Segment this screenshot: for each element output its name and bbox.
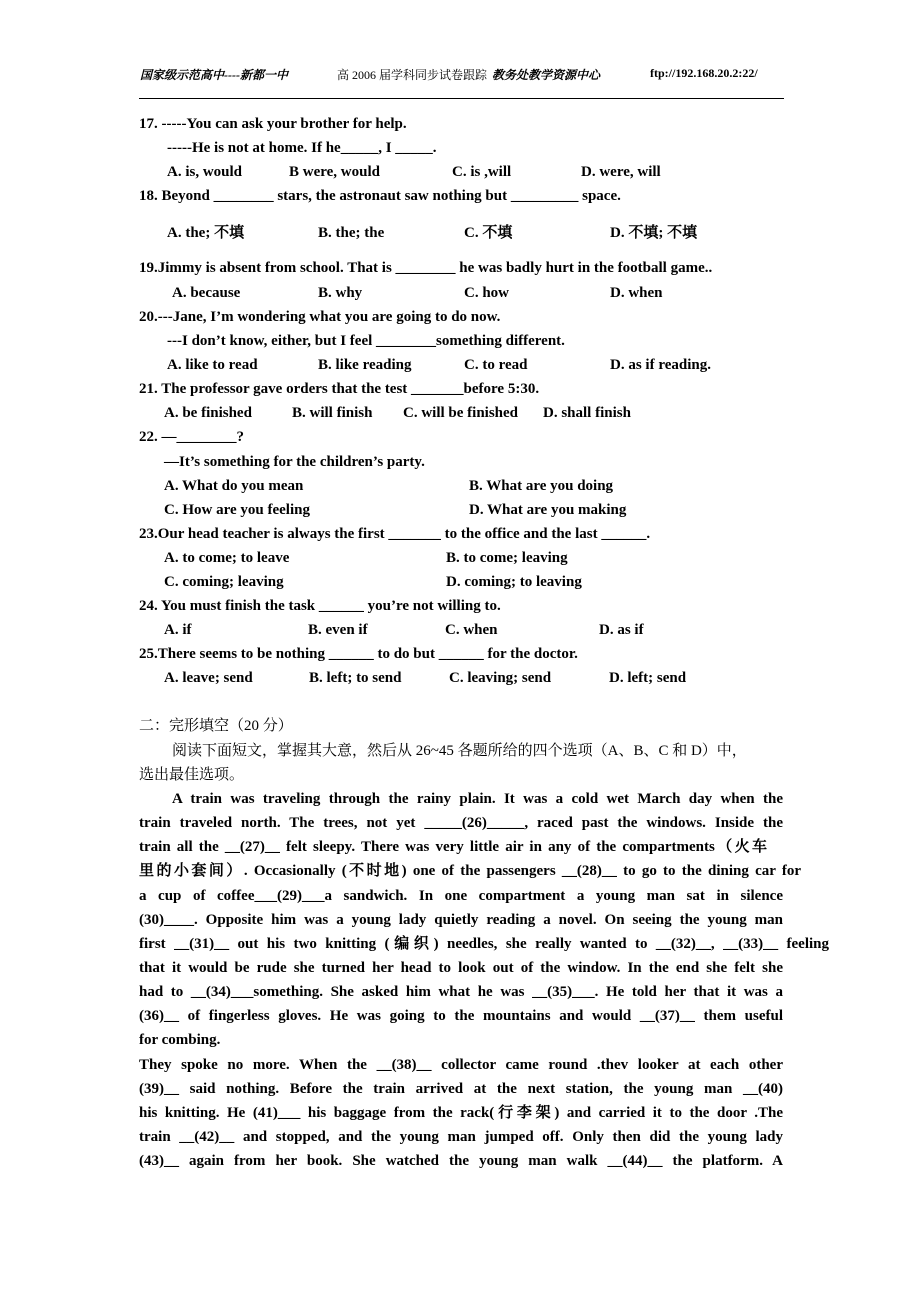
passage-line: for combing. xyxy=(139,1032,221,1048)
q24-stem: 24. You must finish the task ______ you’re not willing to. xyxy=(139,598,501,614)
passage-line: A train was traveling through the rainy plain. It was a cold wet March day when the xyxy=(172,791,783,807)
q22-option-a: A. What do you mean xyxy=(164,478,304,494)
q18-option-c: C. 不填 xyxy=(464,225,513,241)
q25-option-a: A. leave; send xyxy=(164,670,253,686)
q19-stem: 19.Jimmy is absent from school. That is ________ he was badly hurt in the football game.. xyxy=(139,260,713,276)
header-exam: 高 2006 届学科同步试卷跟踪 xyxy=(337,68,488,82)
q20-option-b: B. like reading xyxy=(318,357,412,373)
section2-title: 二：完形填空（20 分） xyxy=(139,718,293,734)
passage-line: train traveled north. The trees, not yet _____(26)_____, raced past the windows. Inside the xyxy=(139,815,783,831)
passage-line: (39)__ said nothing. Before the train arrived at the next station, the young man __(40) xyxy=(139,1081,783,1097)
q18-option-a: A. the; 不填 xyxy=(167,225,245,241)
q23-stem: 23.Our head teacher is always the first _______ to the office and the last ______. xyxy=(139,526,651,542)
q21-option-d: D. shall finish xyxy=(543,405,631,421)
q21-option-a: A. be finished xyxy=(164,405,252,421)
q23-option-b: B. to come; leaving xyxy=(446,550,568,566)
q23-option-a: A. to come; to leave xyxy=(164,550,290,566)
q24-option-c: C. when xyxy=(445,622,498,638)
q18-option-b: B. the; the xyxy=(318,225,385,241)
section2-instruction-1: 阅读下面短文，掌握其大意，然后从 26~45 各题所给的四个选项（A、B、C 和 D）中， xyxy=(172,743,747,759)
passage-line: train all the __(27)__ felt sleepy. There was very little air in any of the compartments（火车 xyxy=(139,839,767,855)
passage-line: (30)____. Opposite him was a young lady quietly reading a novel. On seeing the young man xyxy=(139,912,783,928)
q21-option-b: B. will finish xyxy=(292,405,373,421)
q18-option-d: D. 不填; 不填 xyxy=(610,225,698,241)
passage-line: a cup of coffee___(29)___a sandwich. In one compartment a young man sat in silence xyxy=(139,888,783,904)
passage-line: (43)__ again from her book. She watched the young man walk __(44)__ the platform. A xyxy=(139,1153,783,1169)
q24-option-a: A. if xyxy=(164,622,192,638)
q24-option-b: B. even if xyxy=(308,622,368,638)
q25-option-c: C. leaving; send xyxy=(449,670,552,686)
passage-line: his knitting. He (41)___ his baggage from the rack(行李架) and carried it to the door .The xyxy=(139,1105,783,1121)
q18-stem: 18. Beyond ________ stars, the astronaut saw nothing but _________ space. xyxy=(139,188,621,204)
q25-option-d: D. left; send xyxy=(609,670,687,686)
q24-option-d: D. as if xyxy=(599,622,644,638)
q22-stem: 22. —________? xyxy=(139,429,244,445)
q19-option-c: C. how xyxy=(464,285,510,301)
passage-line: had to __(34)___something. She asked him what he was __(35)___. He told her that it was a xyxy=(139,984,783,1000)
passage-line: 里的小套间）. Occasionally (不时地) one of the passengers __(28)__ to go to the dining car for xyxy=(139,863,801,879)
q21-stem: 21. The professor gave orders that the test _______before 5:30. xyxy=(139,381,540,397)
q22-stem2: —It’s something for the children’s party. xyxy=(164,454,425,470)
passage-line: They spoke no more. When the __(38)__ collector came round .thev looker at each other xyxy=(139,1057,783,1073)
q19-option-b: B. why xyxy=(318,285,363,301)
q17-stem2: -----He is not at home. If he_____, I _____. xyxy=(167,140,437,156)
q17-option-d: D. were, will xyxy=(581,164,661,180)
q19-option-d: D. when xyxy=(610,285,663,301)
passage-line: train __(42)__ and stopped, and the young man jumped off. Only then did the young lady xyxy=(139,1129,783,1145)
q17-stem: 17. -----You can ask your brother for help. xyxy=(139,116,407,132)
q17-option-b: B were, would xyxy=(289,164,380,180)
header-ftp: ftp://192.168.20.2:22/ xyxy=(650,66,758,80)
q25-option-b: B. left; to send xyxy=(309,670,402,686)
passage-line: first __(31)__ out his two knitting (编织) needles, she really wanted to __(32)__, __(33)__ feeling xyxy=(139,936,829,952)
q23-option-c: C. coming; leaving xyxy=(164,574,284,590)
header-center: 教务处教学资源中心 xyxy=(492,68,601,82)
section2-instruction-2: 选出最佳选项。 xyxy=(139,767,245,783)
q19-option-a: A. because xyxy=(172,285,241,301)
q22-option-c: C. How are you feeling xyxy=(164,502,310,518)
q21-option-c: C. will be finished xyxy=(403,405,519,421)
page-header xyxy=(140,66,784,88)
q20-option-d: D. as if reading. xyxy=(610,357,711,373)
header-school: 国家级示范高中----新都一中 xyxy=(140,68,288,82)
passage-line: that it would be rude she turned her head to look out of the window. In the end she felt she xyxy=(139,960,783,976)
q22-option-d: D. What are you making xyxy=(469,502,627,518)
header-divider xyxy=(139,98,784,99)
q20-option-a: A. like to read xyxy=(167,357,258,373)
q17-option-c: C. is ,will xyxy=(452,164,512,180)
q23-option-d: D. coming; to leaving xyxy=(446,574,582,590)
passage-line: (36)__ of fingerless gloves. He was going to the mountains and would __(37)__ them useful xyxy=(139,1008,783,1024)
q20-stem: 20.---Jane, I’m wondering what you are going to do now. xyxy=(139,309,501,325)
q25-stem: 25.There seems to be nothing ______ to do but ______ for the doctor. xyxy=(139,646,578,662)
q20-option-c: C. to read xyxy=(464,357,528,373)
q20-stem2: ---I don’t know, either, but I feel ________something different. xyxy=(167,333,565,349)
q22-option-b: B. What are you doing xyxy=(469,478,614,494)
q17-option-a: A. is, would xyxy=(167,164,243,180)
